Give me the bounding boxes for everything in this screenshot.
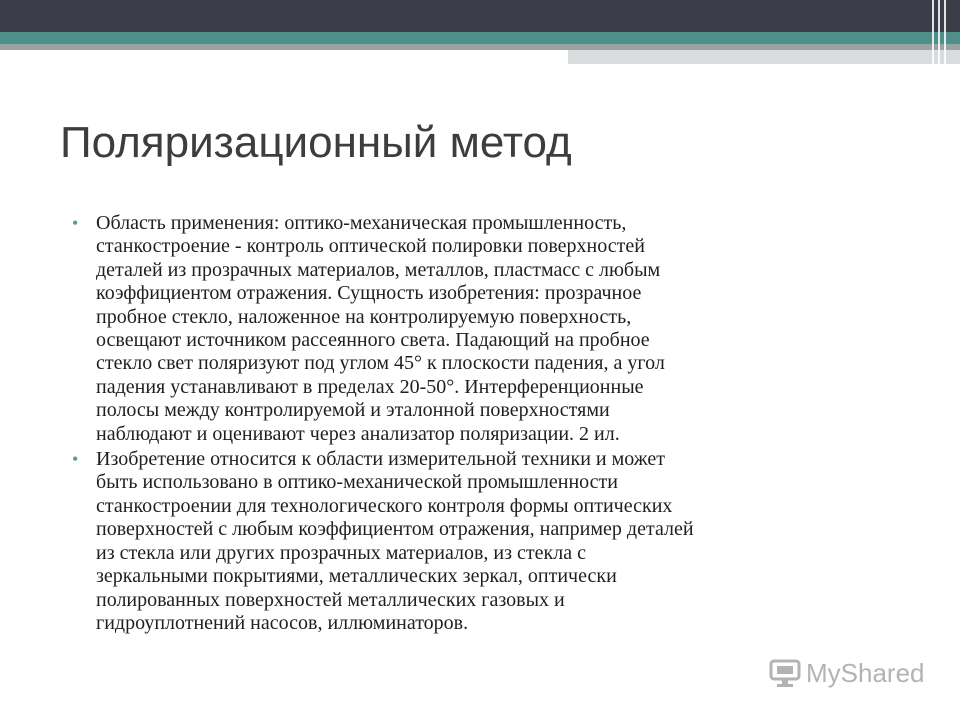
watermark [768, 656, 925, 690]
text-line: станкостроении для технологического контроля формы оптических [96, 494, 673, 517]
text-line: полосы между контролируемой и эталонной поверхностями [96, 399, 610, 422]
text-line: быть использовано в оптико-механической промышленности [96, 471, 618, 494]
text-line: падения устанавливают в пределах 20-50°. Интерференционные [96, 375, 644, 398]
header-light-stripe [568, 50, 960, 64]
text-line: из стекла или других прозрачных материалов, из стекла с [96, 541, 586, 564]
text-line: освещают источником рассеянного света. Падающий на пробное [96, 329, 650, 352]
bullet-dot-icon: • [72, 449, 79, 470]
bullet-text [96, 212, 902, 446]
text-line: зеркальными покрытиями, металлических зеркал, оптически [96, 565, 617, 588]
mysahred-logo-icon [768, 658, 802, 688]
text-line: станкостроение - контроль оптической полировки поверхностей [96, 235, 645, 258]
text-line: Область применения: оптико-механическая промышленность, [96, 212, 627, 234]
text-line: Изобретение относится к области измерительной техники и может [96, 448, 665, 471]
bullet-item-invention [72, 448, 902, 635]
text-line: деталей из прозрачных материалов, металлов, пластмасс с любым [96, 258, 661, 281]
text-line: пробное стекло, наложенное на контролируемую поверхность, [96, 305, 632, 328]
slide-content [72, 212, 902, 637]
bullet-dot-icon: • [72, 213, 79, 233]
header-band [0, 0, 960, 32]
corner-decoration [928, 0, 950, 64]
text-line: стекло свет поляризуют под углом 45° к плоскости падения, а угол [96, 352, 665, 375]
text-line: наблюдают и оценивают через анализатор поляризации. 2 ил. [96, 422, 620, 445]
bullet-text [96, 448, 902, 635]
text-line: поверхностей с любым коэффициентом отражения, например деталей [96, 518, 694, 541]
text-line: коэффициентом отражения. Сущность изобретения: прозрачное [96, 282, 642, 305]
bullet-item-application [72, 212, 902, 446]
slide-title: Поляризационный метод [60, 118, 572, 167]
watermark-text: MyShared [806, 657, 925, 688]
text-line: гидроуплотнений насосов, иллюминаторов. [96, 611, 469, 634]
header-teal-stripe [0, 32, 960, 44]
text-line: полированных поверхностей металлических газовых и [96, 588, 565, 611]
